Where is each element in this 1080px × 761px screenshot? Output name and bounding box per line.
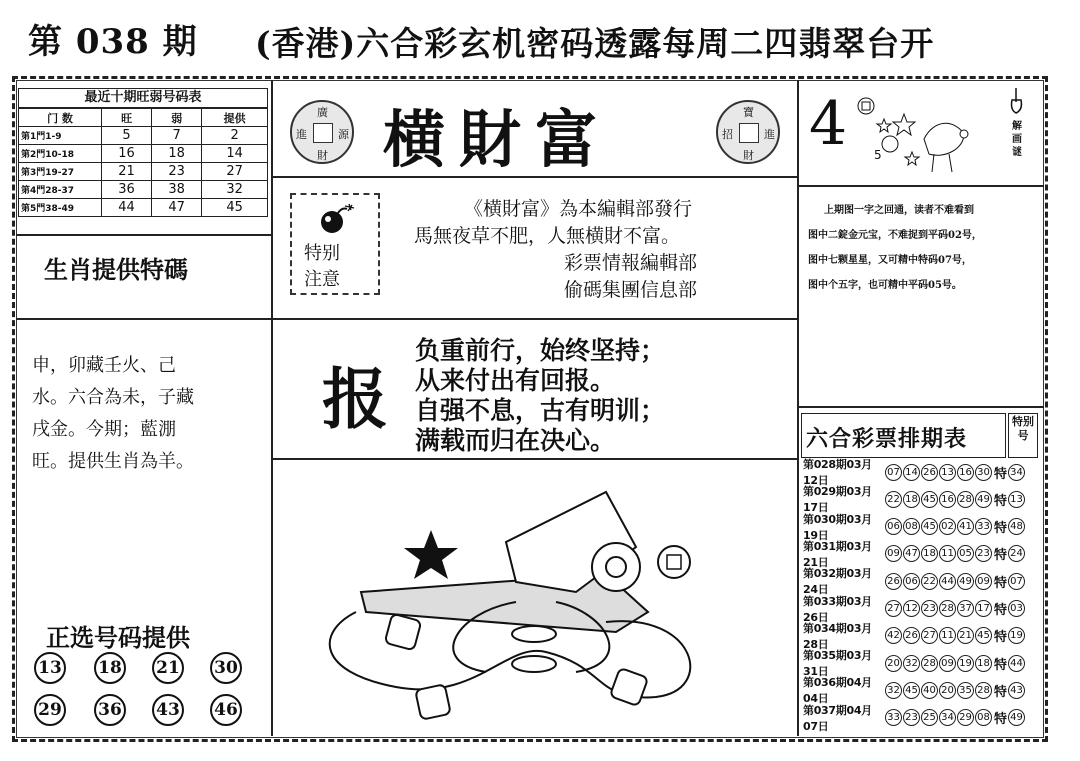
issue-number: 第 038 期 — [28, 22, 198, 62]
stat-cell-group: 第4門28-37 — [19, 181, 102, 199]
schedule-row — [803, 594, 1026, 624]
drawn-number: 12 — [903, 600, 920, 617]
stat-cell-ruo: 18 — [152, 145, 202, 163]
zodiac-line: 水。六合為未，子藏 — [32, 387, 194, 408]
drawn-number: 37 — [957, 600, 974, 617]
drawn-number: 23 — [921, 600, 938, 617]
stat-cell-ruo: 38 — [152, 181, 202, 199]
drawn-number: 20 — [939, 682, 956, 699]
drawn-number: 17 — [975, 600, 992, 617]
drawn-number: 30 — [975, 464, 992, 481]
pick-number: 13 — [34, 652, 66, 684]
intro-line: 《横財富》為本編輯部發行 — [464, 198, 693, 220]
divider-right-2 — [799, 406, 1044, 408]
puzzle-illustration — [276, 462, 794, 734]
special-number: 49 — [1008, 709, 1025, 726]
stat-table-row — [19, 127, 268, 145]
special-number: 19 — [1008, 627, 1025, 644]
drawn-number: 45 — [921, 518, 938, 535]
stat-cell-tigong: 2 — [202, 127, 268, 145]
pick-number: 18 — [94, 652, 126, 684]
coin-char: 源 — [338, 128, 349, 141]
bao-character: 报 — [322, 360, 388, 438]
divider-left-1 — [16, 234, 271, 236]
clue-line: 上期图一字之回通，读者不难看到 — [824, 205, 974, 216]
schedule-date: 第037期04月07日 — [803, 703, 872, 733]
drawn-number: 33 — [975, 518, 992, 535]
drawn-number: 09 — [939, 655, 956, 672]
coin-char: 財 — [743, 149, 754, 162]
intro-line: 偷碼集團信息部 — [564, 279, 698, 301]
drawn-number: 27 — [921, 627, 938, 644]
intro-line: 彩票情報編輯部 — [564, 252, 698, 274]
drawn-number: 26 — [885, 573, 902, 590]
drawn-number: 08 — [975, 709, 992, 726]
drawn-number: 06 — [903, 573, 920, 590]
drawn-number: 11 — [939, 627, 956, 644]
drawn-number: 21 — [957, 627, 974, 644]
special-marker: 特 — [994, 712, 1008, 728]
stat-cell-tigong: 14 — [202, 145, 268, 163]
drawn-number: 47 — [903, 545, 920, 562]
stat-cell-group: 第3門19-27 — [19, 163, 102, 181]
drawn-number: 23 — [975, 545, 992, 562]
drawn-number: 16 — [939, 491, 956, 508]
logo-text: 横財富 — [383, 103, 612, 176]
schedule-row — [803, 485, 1026, 515]
special-number: 13 — [1008, 491, 1025, 508]
schedule-row — [803, 703, 1026, 733]
stat-cell-ruo: 23 — [152, 163, 202, 181]
divider-right — [797, 80, 799, 736]
divider-left-2 — [16, 318, 271, 320]
pointing-hand-icon — [1006, 86, 1028, 116]
divider-left — [271, 80, 273, 736]
bao-line: 自强不息，古有明训； — [415, 396, 666, 425]
special-number: 34 — [1008, 464, 1025, 481]
notice-label-line: 特别 — [304, 243, 340, 264]
drawn-number: 44 — [939, 573, 956, 590]
stat-table-row — [19, 181, 268, 199]
drawn-number: 34 — [939, 709, 956, 726]
bao-line: 满载而归在决心。 — [415, 426, 616, 455]
bomb-icon — [316, 201, 356, 235]
page-title: (香港)六合彩玄机密码透露每周二四翡翠台开 — [255, 24, 935, 63]
intro-line: 馬無夜草不肥，人無横財不富。 — [414, 225, 681, 247]
clue-line: 图中二錠金元宝，不难捉到平码02号， — [808, 230, 982, 241]
svg-text:5: 5 — [874, 148, 882, 162]
coin-char: 進 — [764, 128, 775, 141]
stat-cell-group: 第1門1-9 — [19, 127, 102, 145]
drawn-number: 29 — [957, 709, 974, 726]
drawn-number: 49 — [957, 573, 974, 590]
special-marker: 特 — [994, 466, 1008, 482]
special-number-label: 特别号 — [1008, 413, 1038, 458]
coin-char: 進 — [296, 128, 307, 141]
coin-char: 廣 — [317, 106, 328, 119]
stat-cell-wang: 21 — [102, 163, 152, 181]
schedule-date: 第030期03月19日 — [803, 512, 872, 542]
stat-table-row — [19, 163, 268, 181]
special-number: 44 — [1008, 655, 1025, 672]
drawn-number: 42 — [885, 627, 902, 644]
special-number: 43 — [1008, 682, 1025, 699]
schedule-title-box — [801, 413, 1006, 458]
drawn-number: 32 — [885, 682, 902, 699]
intro-text — [414, 196, 697, 304]
pick-number: 46 — [210, 694, 242, 726]
schedule-date: 第031期03月21日 — [803, 539, 872, 569]
col-header: 门 数 — [19, 109, 102, 127]
drawn-number: 35 — [957, 682, 974, 699]
coin-char: 招 — [722, 128, 733, 141]
special-number: 24 — [1008, 545, 1025, 562]
schedule-date: 第034期03月28日 — [803, 621, 872, 651]
coin-char: 財 — [317, 149, 328, 162]
drawn-number: 09 — [885, 545, 902, 562]
zodiac-line: 旺。提供生肖為羊。 — [32, 451, 194, 472]
drawn-number: 22 — [885, 491, 902, 508]
special-marker: 特 — [994, 657, 1008, 673]
star-icon — [404, 530, 458, 579]
stat-cell-group: 第2門10-18 — [19, 145, 102, 163]
drawn-number: 28 — [957, 491, 974, 508]
drawn-number: 06 — [885, 518, 902, 535]
pick-number: 29 — [34, 694, 66, 726]
special-marker: 特 — [994, 603, 1008, 618]
stat-table-row — [19, 199, 268, 217]
stat-table-header — [19, 109, 268, 127]
drawn-number: 11 — [939, 545, 956, 562]
stat-cell-group: 第5門38-49 — [19, 199, 102, 217]
schedule-title: 六合彩票排期表 — [806, 426, 968, 452]
bao-line: 负重前行，始终坚持； — [415, 336, 666, 365]
drawn-number: 26 — [921, 464, 938, 481]
drawn-number: 19 — [957, 655, 974, 672]
stat-cell-tigong: 32 — [202, 181, 268, 199]
schedule-row — [803, 621, 1026, 651]
puzzle-clue-drawing — [804, 84, 1004, 182]
drawn-number: 41 — [957, 518, 974, 535]
drawn-number: 28 — [975, 682, 992, 699]
svg-text:4: 4 — [809, 89, 848, 159]
drawn-number: 28 — [939, 600, 956, 617]
clue-line: 图中个五字，也可精中平码05号。 — [808, 280, 962, 291]
puzzle-label: 解画谜 — [1012, 121, 1022, 158]
drawn-number: 08 — [903, 518, 920, 535]
zodiac-line: 申，卯藏壬火、己 — [32, 355, 176, 376]
schedule-row — [803, 676, 1026, 706]
drawn-number: 09 — [975, 573, 992, 590]
divider-center-2 — [273, 318, 797, 320]
pick-number: 30 — [210, 652, 242, 684]
drawn-number: 40 — [921, 682, 938, 699]
drawn-number: 49 — [975, 491, 992, 508]
drawn-number: 05 — [957, 545, 974, 562]
drawn-number: 32 — [903, 655, 920, 672]
stat-cell-ruo: 7 — [152, 127, 202, 145]
stat-cell-wang: 36 — [102, 181, 152, 199]
drawn-number: 20 — [885, 655, 902, 672]
drawn-number: 33 — [885, 709, 902, 726]
bao-line: 从来付出有回报。 — [415, 366, 616, 395]
drawn-number: 25 — [921, 709, 938, 726]
picks-heading: 正选号码提供 — [46, 623, 190, 652]
special-marker: 特 — [994, 575, 1008, 591]
col-header: 弱 — [152, 109, 202, 127]
bao-poem — [415, 336, 665, 456]
drawn-number: 22 — [921, 573, 938, 590]
drawn-number: 26 — [903, 627, 920, 644]
drawn-number: 45 — [903, 682, 920, 699]
pick-number: 43 — [152, 694, 184, 726]
schedule-date: 第032期03月24日 — [803, 567, 872, 597]
stat-cell-tigong: 45 — [202, 199, 268, 217]
special-marker: 特 — [994, 548, 1008, 564]
col-header: 旺 — [102, 109, 152, 127]
drawn-number: 13 — [939, 464, 956, 481]
col-header: 提供 — [202, 109, 268, 127]
schedule-date: 第028期03月12日 — [803, 458, 872, 487]
stat-cell-tigong: 27 — [202, 163, 268, 181]
schedule-date: 第035期03月31日 — [803, 649, 872, 679]
pick-number: 36 — [94, 694, 126, 726]
special-number: 07 — [1008, 573, 1025, 590]
special-marker: 特 — [994, 630, 1008, 646]
coin-left-icon — [290, 100, 354, 164]
stat-table — [18, 108, 268, 217]
divider-right-1 — [799, 185, 1044, 187]
divider-center-3 — [273, 458, 797, 460]
drawn-number: 07 — [885, 464, 902, 481]
drawn-number: 27 — [885, 600, 902, 617]
stat-table-row — [19, 145, 268, 163]
zodiac-heading: 生肖提供特碼 — [44, 255, 188, 284]
special-marker: 特 — [994, 684, 1008, 700]
drawn-number: 18 — [921, 545, 938, 562]
drawn-number: 28 — [921, 655, 938, 672]
coin-right-icon — [716, 100, 780, 164]
schedule-row — [803, 512, 1026, 542]
schedule-date: 第033期03月26日 — [803, 594, 872, 624]
drawn-number: 45 — [975, 627, 992, 644]
coin-char: 寶 — [743, 106, 754, 119]
notice-box — [290, 193, 380, 295]
special-number: 48 — [1008, 518, 1025, 535]
pick-number: 21 — [152, 652, 184, 684]
stat-cell-wang: 16 — [102, 145, 152, 163]
zodiac-line: 戌金。今期；藍淜 — [32, 419, 176, 440]
special-marker: 特 — [994, 493, 1008, 509]
schedule-date: 第036期04月04日 — [803, 676, 872, 706]
schedule-row — [803, 539, 1026, 569]
clue-line: 图中七颗星星，又可精中特码07号， — [808, 255, 972, 266]
stat-cell-wang: 5 — [102, 127, 152, 145]
drawn-number: 45 — [921, 491, 938, 508]
puzzle-clue-text — [808, 198, 1040, 298]
schedule-row — [803, 649, 1026, 679]
schedule-row — [803, 567, 1026, 597]
zodiac-text — [32, 350, 262, 478]
drawn-number: 23 — [903, 709, 920, 726]
special-number: 03 — [1008, 600, 1025, 617]
drawn-number: 14 — [903, 464, 920, 481]
drawn-number: 02 — [939, 518, 956, 535]
special-marker: 特 — [994, 521, 1008, 537]
notice-label-line: 注意 — [304, 269, 340, 290]
drawn-number: 18 — [903, 491, 920, 508]
stat-cell-ruo: 47 — [152, 199, 202, 217]
stat-cell-wang: 44 — [102, 199, 152, 217]
drawn-number: 16 — [957, 464, 974, 481]
schedule-date: 第029期03月17日 — [803, 485, 872, 515]
stat-table-title: 最近十期旺弱号码表 — [18, 88, 268, 108]
schedule-row — [803, 458, 1026, 487]
drawn-number: 18 — [975, 655, 992, 672]
